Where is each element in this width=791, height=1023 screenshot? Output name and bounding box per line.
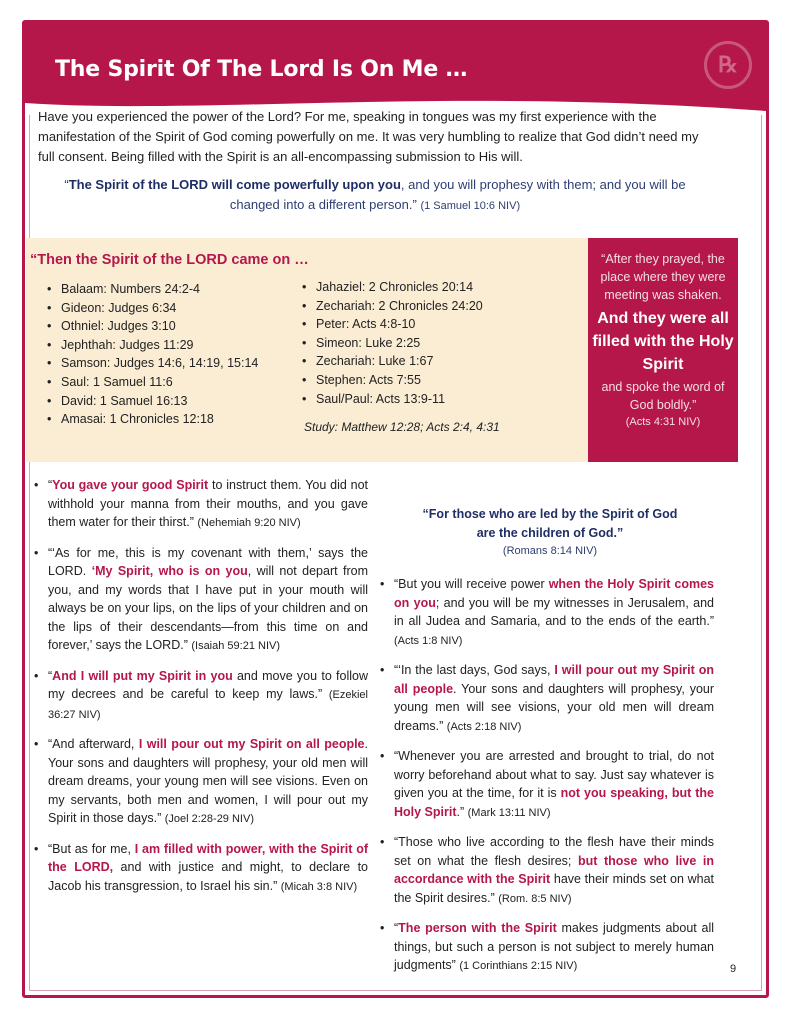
verse-reference: (Rom. 8:5 NIV) <box>498 892 572 905</box>
verse-reference: (Micah 3:8 NIV) <box>280 880 358 893</box>
came-on-list-right <box>302 278 483 408</box>
verse-item: • “The person with the Spirit makes judgments about all things, but such a person is not subject to merely human judgments” (1 Corinthians 2:15 NIV) <box>380 919 714 976</box>
came-on-list-left <box>47 280 258 429</box>
acts-quote-tail: and spoke the word of God boldly.” <box>601 380 725 412</box>
verse-reference: (Isaiah 59:21 NIV) <box>191 640 280 652</box>
acts-quote-reference: (Acts 4:31 NIV) <box>625 416 701 428</box>
quote-reference: (1 Samuel 10:6 NIV) <box>420 200 521 212</box>
list-item: • Saul/Paul: Acts 13:9-11 <box>302 390 483 409</box>
verse-highlight: when the Holy Spirit comes on you <box>394 577 714 610</box>
list-item: • Amasai: 1 Chronicles 12:18 <box>47 410 258 429</box>
verse-highlight: I am filled with power, with the Spirit of the LORD, <box>48 841 368 874</box>
page-number: 9 <box>730 963 737 975</box>
list-item: • Balaam: Numbers 24:2-4 <box>47 280 258 299</box>
list-item: • Simeon: Luke 2:25 <box>302 334 483 353</box>
verse-reference: (1 Corinthians 2:15 NIV) <box>459 960 578 972</box>
romans-quote-reference: (Romans 8:14 NIV) <box>502 545 598 557</box>
list-item: • Samson: Judges 14:6, 14:19, 15:14 <box>47 354 258 373</box>
verse-item: • “‘As for me, this is my covenant with them,’ says the LORD. ‘My Spirit, who is on you, will not depart from you, and my words that I have put in your mouth will always be on your lips, on the lips of your children and on the lips of their descendants—from this time on and forever,’ says the LORD.” (Isaiah 59:21 NIV) <box>34 544 368 656</box>
verse-list-left <box>34 476 368 907</box>
came-on-title: “Then the Spirit of the LORD came on … <box>30 252 309 268</box>
list-item: • Saul: 1 Samuel 11:6 <box>47 373 258 392</box>
verse-highlight: I will pour out my Spirit on all people <box>394 663 714 696</box>
verse-reference: (Nehemiah 9:20 NIV) <box>197 517 301 529</box>
acts-quote-panel <box>588 238 738 462</box>
verse-highlight: not you speaking, but the Holy Spirit <box>394 786 714 819</box>
verse-reference: (Ezekiel 36:27 NIV) <box>48 689 368 721</box>
verse-item: • “‘In the last days, God says, I will pour out my Spirit on all people. Your sons and daughters will prophesy, your young men will see visions, your old men will dream dreams.” (Acts 2:18 NIV) <box>380 661 714 736</box>
page-title: The Spirit Of The Lord Is On Me … <box>55 57 468 82</box>
list-item: • Zechariah: 2 Chronicles 24:20 <box>302 297 483 316</box>
verse-reference: (Acts 2:18 NIV) <box>446 720 522 733</box>
verse-list-right <box>380 575 714 987</box>
verse-highlight: ‘My Spirit, who is on you <box>91 564 248 578</box>
title-banner <box>25 23 766 115</box>
verse-highlight: but those who live in accordance with the Spirit <box>394 853 714 886</box>
logo-icon: ℞ <box>704 41 752 89</box>
verse-item: • “You gave your good Spirit to instruct them. You did not withhold your manna from their mouths, and you gave them water for their thirst.” (Nehemiah 9:20 NIV) <box>34 476 368 533</box>
verse-item: • “Those who live according to the flesh have their minds set on what the flesh desires; but those who live in accordance with the Spirit have their minds set on what the Spirit desires.” (Rom. 8:5 NIV) <box>380 833 714 908</box>
verse-item: • “And I will put my Spirit in you and move you to follow my decrees and be careful to keep my laws.” (Ezekiel 36:27 NIV) <box>34 667 368 725</box>
verse-reference: (Acts 1:8 NIV) <box>394 634 463 647</box>
list-item: • Othniel: Judges 3:10 <box>47 317 258 336</box>
verse-reference: (Joel 2:28-29 NIV) <box>164 813 254 825</box>
list-item: • Peter: Acts 4:8-10 <box>302 315 483 334</box>
quote-body: , and you will prophesy with them; and you will be changed into a different person.” <box>229 177 686 212</box>
verse-item: • “And afterward, I will pour out my Spirit on all people. Your sons and daughters will prophesy, your old men will dream dreams, your young men will see visions. Even on my servants, both men and women, I will pour out my Spirit in those days.” (Joel 2:28-29 NIV) <box>34 735 368 829</box>
intro-paragraph: Have you experienced the power of the Lord? For me, speaking in tongues was my first experience with the manifestation of the Spirit of God coming powerfully on me. It was very humbling to realize that God didn’t need my full consent. Being filled with the Spirit is an all-encompassing submission to His will. <box>38 109 699 164</box>
list-item: • Gideon: Judges 6:34 <box>47 299 258 318</box>
verse-reference: (Mark 13:11 NIV) <box>467 806 551 819</box>
verse-highlight: And I will put my Spirit in you <box>52 668 233 683</box>
list-item: • Stephen: Acts 7:55 <box>302 371 483 390</box>
verse-highlight: The person with the Spirit <box>398 921 557 935</box>
list-item: • Zechariah: Luke 1:67 <box>302 352 483 371</box>
study-note: Study: Matthew 12:28; Acts 2:4, 4:31 <box>304 420 500 434</box>
samuel-quote <box>60 175 690 216</box>
romans-quote-text: “For those who are led by the Spirit of God are the children of God.” <box>422 507 678 540</box>
verse-item: • “But you will receive power when the Holy Spirit comes on you; and you will be my witnesses in Jerusalem, and in all Judea and Samaria, and to the ends of the earth.” (Acts 1:8 NIV) <box>380 575 714 650</box>
romans-quote <box>420 505 680 561</box>
verse-item: • “Whenever you are arrested and brought to trial, do not worry beforehand about what to say. Just say whatever is given you at the time, for it is not you speaking, but the Holy Spirit.” (Mark 13:11 NIV) <box>380 747 714 822</box>
quote-emphasis: The Spirit of the LORD will come powerfully upon you <box>68 177 401 192</box>
list-item: • David: 1 Samuel 16:13 <box>47 392 258 411</box>
quote-open: “ <box>64 177 69 192</box>
list-item: • Jephthah: Judges 11:29 <box>47 336 258 355</box>
verse-highlight: You gave your good Spirit <box>52 478 209 492</box>
list-item: • Jahaziel: 2 Chronicles 20:14 <box>302 278 483 297</box>
acts-quote-emphasis: And they were all filled with the Holy Spirit <box>592 310 734 373</box>
acts-quote-lead: “After they prayed, the place where they were meeting was shaken. <box>600 252 726 302</box>
verse-highlight: I will pour out my Spirit on all people <box>138 737 365 751</box>
verse-item: • “But as for me, I am filled with power, with the Spirit of the LORD, and with justice and might, to declare to Jacob his transgression, to Israel his sin.” (Micah 3:8 NIV) <box>34 840 368 897</box>
